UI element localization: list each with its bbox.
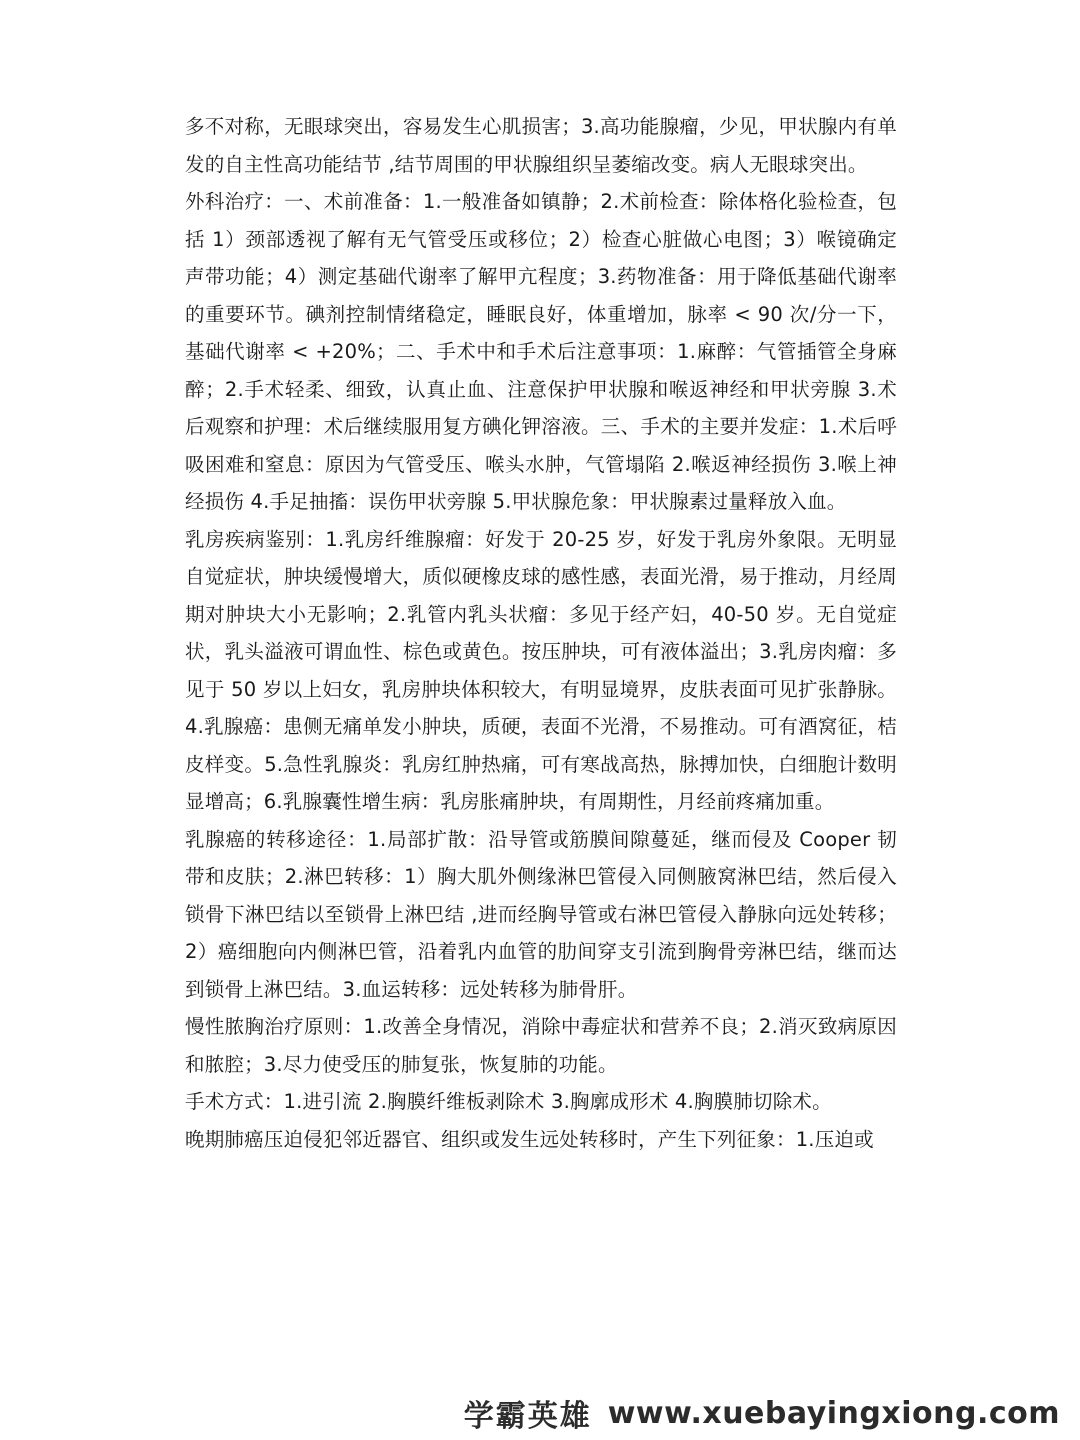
document-body xyxy=(185,108,897,1158)
paragraph-breast-disease-differentiation: 乳房疾病鉴别：1.乳房纤维腺瘤：好发于 20-25 岁，好发于乳房外象限。无明显自觉症状，肿块缓慢增大，质似硬橡皮球的感性感，表面光滑，易于推动，月经周期对肿块大小无影响；2.乳管内乳头状瘤：多见于经产妇，40-50 岁。无自觉症状，乳头溢液可谓血性、棕色或黄色。按压肿块，可有液体溢出；3.乳房肉瘤：多见于 50 岁以上妇女，乳房肿块体积较大，有明显境界，皮肤表面可见扩张静脉。4.乳腺癌：患侧无痛单发小肿块，质硬，表面不光滑，不易推动。可有酒窝征，桔皮样变。5.急性乳腺炎：乳房红肿热痛，可有寒战高热，脉搏加快，白细胞计数明显增高；6.乳腺囊性增生病：乳房胀痛肿块，有周期性，月经前疼痛加重。 xyxy=(185,527,897,813)
watermark-brand-name: 学霸英雄 xyxy=(463,1399,592,1434)
watermark-url: www.xuebayingxiong.com xyxy=(607,1395,1060,1431)
paragraph-surgical-treatment: 外科治疗：一、术前准备：1.一般准备如镇静；2.术前检查：除体格化验检查，包括 1）颈部透视了解有无气管受压或移位；2）检查心脏做心电图；3）喉镜确定声带功能；4）测定基础代谢率了解甲亢程度；3.药物准备：用于降低基础代谢率的重要环节。碘剂控制情绪稳定，睡眠良好，体重增加，脉率 < 90 次/分一下，基础代谢率 < +20%；二、手术中和手术后注意事项：1.麻醉：气管插管全身麻醉；2.手术轻柔、细致，认真止血、注意保护甲状腺和喉返神经和甲状旁腺 3.术后观察和护理：术后继续服用复方碘化钾溶液。三、手术的主要并发症：1.术后呼吸困难和窒息：原因为气管受压、喉头水肿，气管塌陷 2.喉返神经损伤 3.喉上神经损伤 4.手足抽搐：误伤甲状旁腺 5.甲状腺危象：甲状腺素过量释放入血。 xyxy=(185,190,897,513)
watermark xyxy=(464,1390,1060,1436)
paragraph-breast-cancer-metastasis: 乳腺癌的转移途径：1.局部扩散：沿导管或筋膜间隙蔓延，继而侵及 Cooper 韧带和皮肤；2.淋巴转移：1）胸大肌外侧缘淋巴管侵入同侧腋窝淋巴结，然后侵入锁骨下淋巴结以至锁骨上淋巴结 ,进而经胸导管或右淋巴管侵入静脉向远处转移；2）癌细胞向内侧淋巴管，沿着乳内血管的肋间穿支引流到胸骨旁淋巴结，继而达到锁骨上淋巴结。3.血运转移：远处转移为肺骨肝。 xyxy=(185,827,897,1001)
paragraph-advanced-lung-cancer: 晚期肺癌压迫侵犯邻近器官、组织或发生远处转移时，产生下列征象：1.压迫或 xyxy=(185,1127,874,1151)
paragraph-chronic-empyema: 慢性脓胸治疗原则：1.改善全身情况，消除中毒症状和营养不良；2.消灭致病原因和脓腔；3.尽力使受压的肺复张，恢复肺的功能。 xyxy=(185,1015,897,1076)
paragraph-surgical-methods: 手术方式：1.进引流 2.胸膜纤维板剥除术 3.胸廓成形术 4.胸膜肺切除术。 xyxy=(185,1090,832,1113)
paragraph-thyroid-adenoma: 多不对称，无眼球突出，容易发生心肌损害；3.高功能腺瘤，少见，甲状腺内有单发的自主性高功能结节 ,结节周围的甲状腺组织呈萎缩改变。病人无眼球突出。 xyxy=(185,115,897,176)
